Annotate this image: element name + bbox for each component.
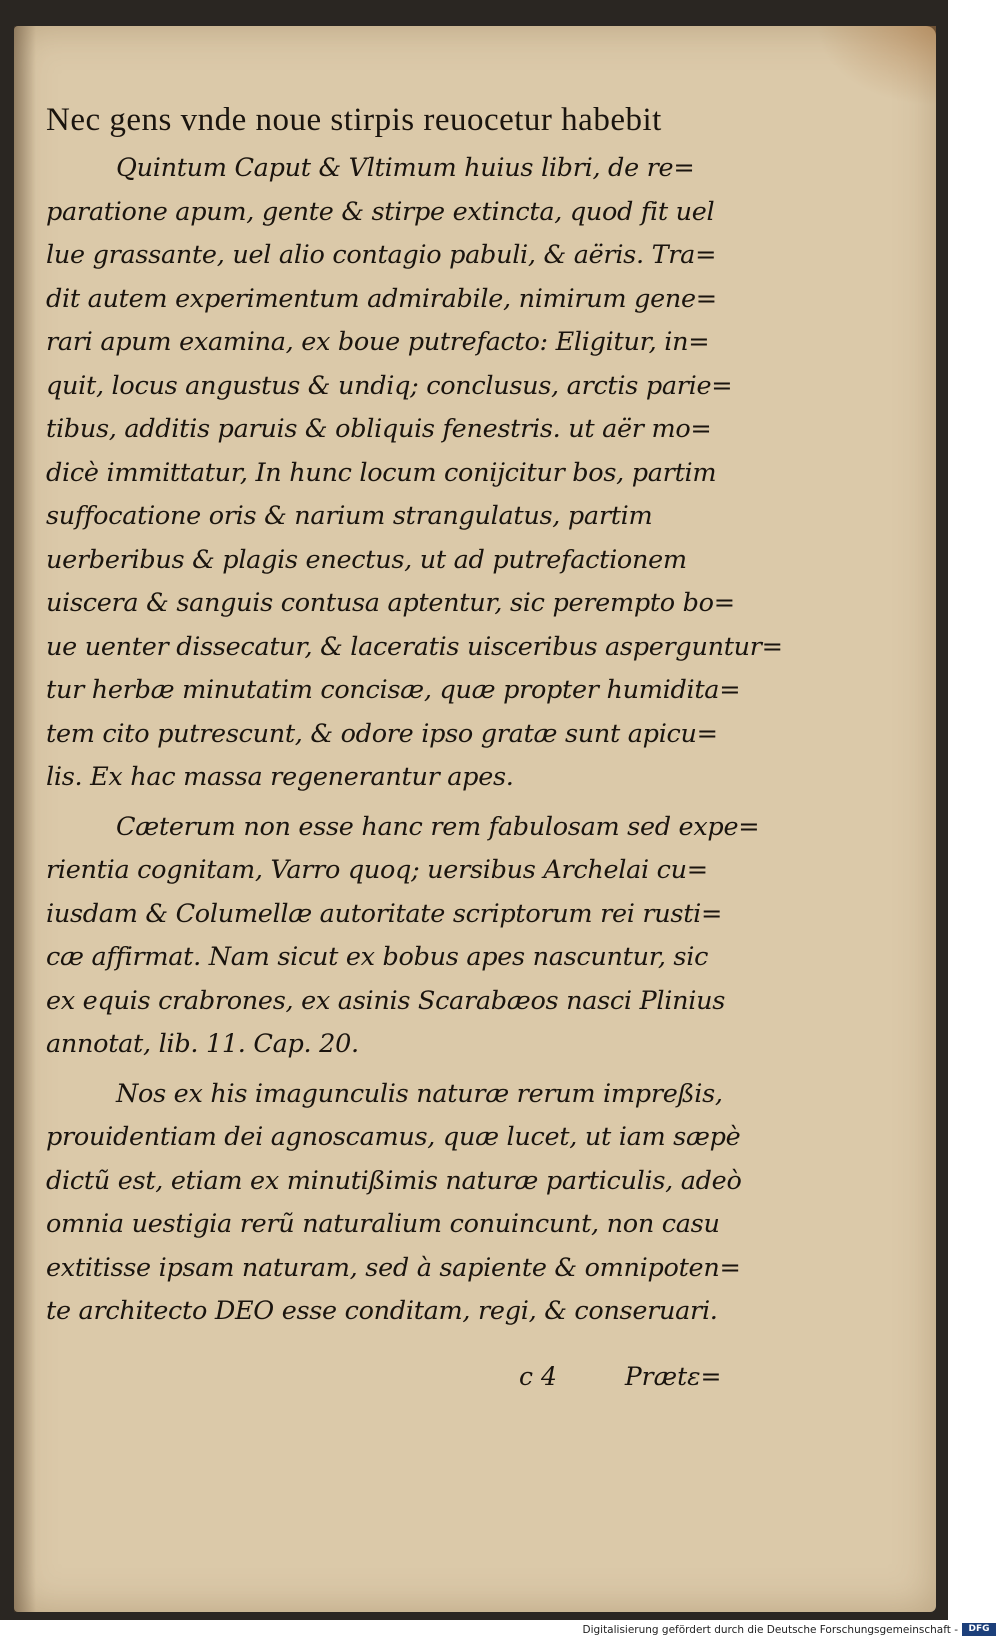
book-page bbox=[14, 26, 936, 1612]
text-line: ue uenter dissecatur, & laceratis uisceribus asperguntur= bbox=[46, 631, 783, 662]
text-line: prouidentiam dei agnoscamus, quæ lucet, ut iam sæpè bbox=[46, 1122, 741, 1152]
text-line: quit, locus angustus & undiq; conclusus, arctis parie= bbox=[46, 370, 733, 401]
text-line: omnia uestigia rerũ naturalium conuincunt, non casu bbox=[46, 1209, 720, 1239]
digitization-credit: Digitalisierung gefördert durch die Deutsche Forschungsgemeinschaft - bbox=[582, 1624, 958, 1636]
text-line: Nos ex his imagunculis naturæ rerum impreßis, bbox=[116, 1078, 723, 1109]
paragraph-1 bbox=[46, 147, 786, 800]
text-line: cæ affirmat. Nam sicut ex bobus apes nascuntur, sic bbox=[46, 942, 709, 972]
paragraph-2 bbox=[46, 806, 786, 1067]
text-line: Cæterum non esse hanc rem fabulosam sed expe= bbox=[116, 811, 760, 842]
text-line: rientia cognitam, Varro quoq; uersibus Archelai cu= bbox=[46, 855, 708, 885]
text-line: te architecto DEO esse conditam, regi, & conseruari. bbox=[46, 1296, 718, 1326]
text-line: dit autem experimentum admirabile, nimirum gene= bbox=[46, 283, 717, 314]
text-line: Quintum Caput & Vltimum huius libri, de re= bbox=[116, 153, 695, 183]
text-line: rari apum examina, ex boue putrefacto: Eligitur, in= bbox=[46, 327, 710, 357]
page-headline: Nec gens vnde noue stirpis reuocetur habebit bbox=[46, 102, 662, 138]
dfg-logo: DFG bbox=[962, 1623, 996, 1636]
page-footer bbox=[519, 1362, 722, 1391]
text-line: ex equis crabrones, ex asinis Scarabæos nasci Plinius bbox=[46, 985, 726, 1016]
text-line: dictũ est, etiam ex minutißimis naturæ particulis, adeò bbox=[46, 1165, 742, 1196]
text-line: annotat, lib. 11. Cap. 20. bbox=[46, 1029, 359, 1059]
text-line: tibus, additis paruis & obliquis fenestris. ut aër mo= bbox=[46, 414, 712, 444]
text-line: iusdam & Columellæ autoritate scriptorum rei rusti= bbox=[46, 898, 723, 929]
signature-mark: c 4 bbox=[519, 1362, 557, 1391]
page-gutter-shadow bbox=[14, 26, 36, 1612]
catchword: Prætε= bbox=[624, 1362, 722, 1391]
text-line: lue grassante, uel alio contagio pabuli, & aëris. Tra= bbox=[46, 240, 717, 270]
text-block bbox=[46, 102, 786, 1334]
text-line: uiscera & sanguis contusa aptentur, sic perempto bo= bbox=[46, 588, 735, 618]
text-line: paratione apum, gente & stirpe extincta, quod fit uel bbox=[46, 196, 715, 227]
text-line: uerberibus & plagis enectus, ut ad putrefactionem bbox=[46, 544, 687, 575]
text-line: tem cito putrescunt, & odore ipso gratæ sunt apicu= bbox=[46, 718, 718, 749]
text-line: tur herbæ minutatim concisæ, quæ propter humidita= bbox=[46, 675, 741, 705]
page-stain bbox=[816, 26, 936, 106]
paragraph-3 bbox=[46, 1073, 786, 1334]
text-line: extitisse ipsam naturam, sed à sapiente & omnipoten= bbox=[46, 1252, 741, 1283]
text-line: suffocatione oris & narium strangulatus, partim bbox=[46, 501, 653, 531]
text-line: dicè immittatur, In hunc locum conijcitur bos, partim bbox=[46, 457, 717, 488]
text-line: lis. Ex hac massa regenerantur apes. bbox=[46, 762, 514, 792]
